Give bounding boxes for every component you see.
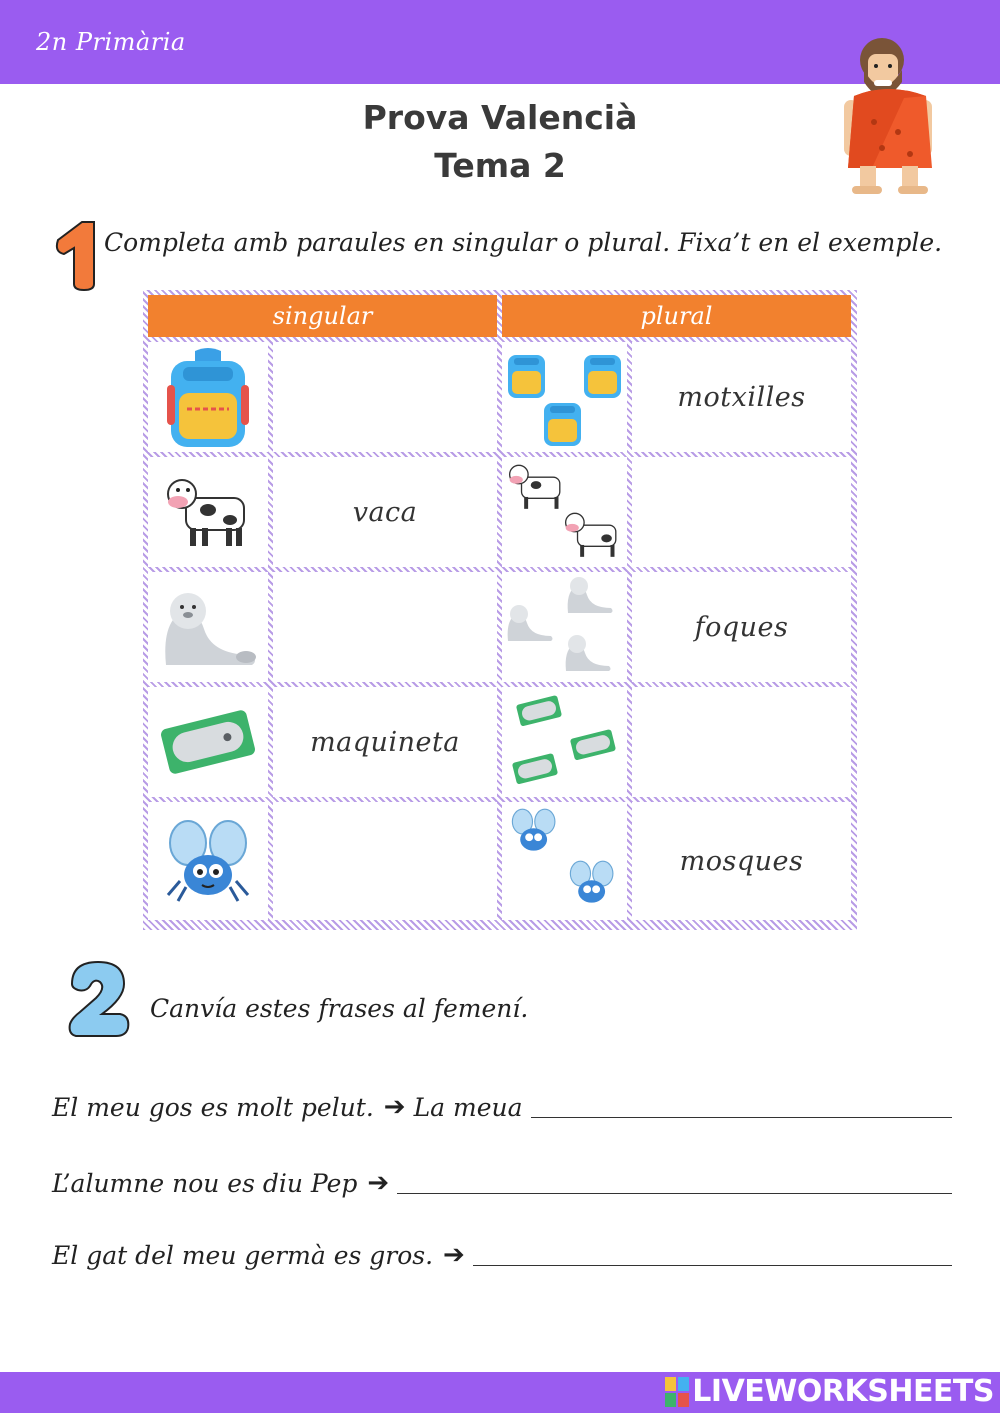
brand-name: LIVEWORKSHEETS bbox=[692, 1374, 994, 1409]
singular-plural-table bbox=[143, 290, 857, 930]
plural-answer-cell[interactable] bbox=[632, 457, 851, 567]
backpack-plural-image bbox=[502, 342, 627, 452]
page-subtitle: Tema 2 bbox=[434, 146, 566, 185]
plural-answer-cell[interactable] bbox=[632, 687, 851, 797]
sentence-row bbox=[52, 1240, 952, 1270]
exercise-2-instruction: Canvía estes frases al femení. bbox=[150, 994, 529, 1023]
singular-answer-cell[interactable] bbox=[273, 802, 497, 920]
arrow-right-icon: ➔ bbox=[383, 1092, 406, 1122]
liveworksheets-logo-icon bbox=[665, 1377, 689, 1407]
sentence-row bbox=[52, 1168, 952, 1198]
seal-plural-image bbox=[502, 572, 627, 682]
column-header-singular: singular bbox=[148, 295, 497, 337]
sentence-text: El meu gos es molt pelut. bbox=[52, 1093, 374, 1122]
sharpener-plural-image bbox=[502, 687, 627, 797]
plural-answer-cell[interactable]: motxilles bbox=[632, 342, 851, 452]
exercise-number-one-icon bbox=[50, 218, 100, 292]
singular-answer-cell[interactable] bbox=[273, 572, 497, 682]
grade-label: 2n Primària bbox=[36, 28, 186, 56]
cow-singular-image bbox=[148, 457, 268, 567]
column-header-plural: plural bbox=[502, 295, 851, 337]
arrow-right-icon: ➔ bbox=[443, 1240, 465, 1270]
seal-singular-image bbox=[148, 572, 268, 682]
exercise-number-two-icon bbox=[66, 958, 132, 1040]
arrow-right-icon: ➔ bbox=[367, 1168, 390, 1198]
answer-blank[interactable] bbox=[531, 1098, 952, 1118]
answer-prefix: La meua bbox=[413, 1093, 523, 1122]
sentence-text: L’alumne nou es diu Pep bbox=[52, 1169, 358, 1198]
backpack-singular-image bbox=[148, 342, 268, 452]
answer-blank[interactable] bbox=[473, 1246, 952, 1266]
fly-singular-image bbox=[148, 802, 268, 920]
bottom-banner bbox=[0, 1372, 1000, 1413]
singular-answer-cell[interactable]: maquineta bbox=[273, 687, 497, 797]
plural-answer-cell[interactable]: mosques bbox=[632, 802, 851, 920]
sentence-row bbox=[52, 1092, 952, 1122]
exercise-1-instruction: Completa amb paraules en singular o plural. Fixa’t en el exemple. bbox=[104, 228, 943, 257]
page-title: Prova Valencià bbox=[362, 98, 638, 137]
fly-plural-image bbox=[502, 802, 627, 920]
singular-answer-cell[interactable]: vaca bbox=[273, 457, 497, 567]
cow-plural-image bbox=[502, 457, 627, 567]
answer-blank[interactable] bbox=[397, 1174, 952, 1194]
liveworksheets-brand[interactable] bbox=[665, 1376, 994, 1408]
sentence-text: El gat del meu germà es gros. bbox=[52, 1241, 434, 1270]
caveman-illustration bbox=[838, 36, 942, 196]
sharpener-singular-image bbox=[148, 687, 268, 797]
singular-answer-cell[interactable] bbox=[273, 342, 497, 452]
plural-answer-cell[interactable]: foques bbox=[632, 572, 851, 682]
